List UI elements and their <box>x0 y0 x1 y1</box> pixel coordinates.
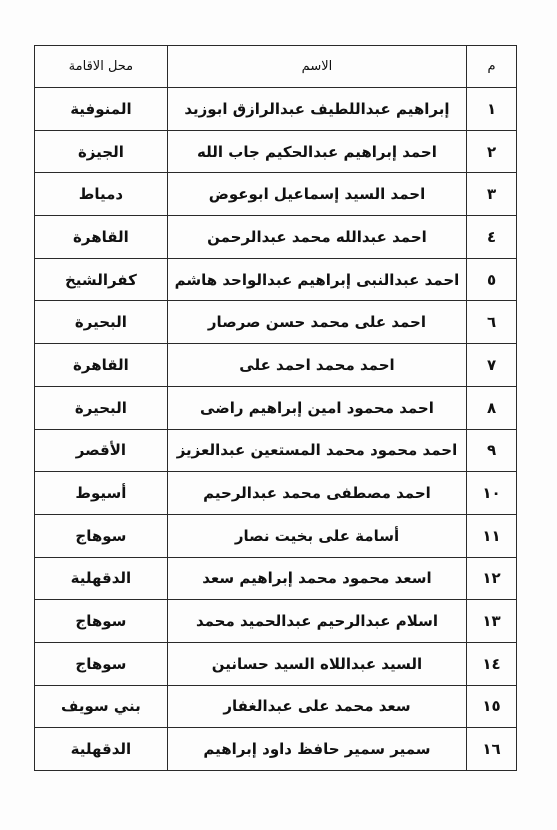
row-residence-cell: الجيزة <box>35 130 168 173</box>
row-number-cell: ٧ <box>467 344 517 387</box>
row-number-cell: ١٢ <box>467 557 517 600</box>
row-name-cell: اسعد محمود محمد إبراهيم سعد <box>167 557 466 600</box>
row-name-cell: اسلام عبدالرحيم عبدالحميد محمد <box>167 600 466 643</box>
row-residence-cell: دمياط <box>35 173 168 216</box>
row-residence-cell: الدقهلية <box>35 728 168 771</box>
row-residence-cell: سوهاج <box>35 600 168 643</box>
table-row <box>35 88 517 131</box>
row-residence-cell: كفرالشيخ <box>35 258 168 301</box>
header-row <box>35 46 517 88</box>
row-number-cell: ١٣ <box>467 600 517 643</box>
header-name: الاسم <box>167 46 466 88</box>
row-name-cell: احمد على محمد حسن صرصار <box>167 301 466 344</box>
header-residence: محل الاقامة <box>35 46 168 88</box>
row-number-cell: ٨ <box>467 386 517 429</box>
row-residence-cell: سوهاج <box>35 642 168 685</box>
table-row <box>35 557 517 600</box>
row-residence-cell: سوهاج <box>35 514 168 557</box>
table-row <box>35 301 517 344</box>
row-residence-cell: الأقصر <box>35 429 168 472</box>
row-number-cell: ٤ <box>467 216 517 259</box>
row-residence-cell: الدقهلية <box>35 557 168 600</box>
table-row <box>35 258 517 301</box>
header-num: م <box>467 46 517 88</box>
row-residence-cell: المنوفية <box>35 88 168 131</box>
row-number-cell: ١٦ <box>467 728 517 771</box>
row-name-cell: احمد السيد إسماعيل ابوعوض <box>167 173 466 216</box>
table-row <box>35 642 517 685</box>
table-row <box>35 173 517 216</box>
row-number-cell: ١٤ <box>467 642 517 685</box>
table-row <box>35 728 517 771</box>
row-number-cell: ١١ <box>467 514 517 557</box>
row-number-cell: ٩ <box>467 429 517 472</box>
row-number-cell: ٣ <box>467 173 517 216</box>
row-name-cell: احمد محمد احمد على <box>167 344 466 387</box>
row-residence-cell: البحيرة <box>35 386 168 429</box>
row-number-cell: ٦ <box>467 301 517 344</box>
table-row <box>35 344 517 387</box>
row-name-cell: السيد عبداللاه السيد حسانين <box>167 642 466 685</box>
row-residence-cell: القاهرة <box>35 216 168 259</box>
row-name-cell: احمد محمود محمد المستعين عبدالعزيز <box>167 429 466 472</box>
row-residence-cell: البحيرة <box>35 301 168 344</box>
row-name-cell: احمد إبراهيم عبدالحكيم جاب الله <box>167 130 466 173</box>
row-name-cell: أسامة على بخيت نصار <box>167 514 466 557</box>
row-name-cell: إبراهيم عبداللطيف عبدالرازق ابوزيد <box>167 88 466 131</box>
row-residence-cell: القاهرة <box>35 344 168 387</box>
row-residence-cell: أسيوط <box>35 472 168 515</box>
row-name-cell: سعد محمد على عبدالغفار <box>167 685 466 728</box>
row-number-cell: ١ <box>467 88 517 131</box>
names-table <box>34 45 517 771</box>
table-row <box>35 130 517 173</box>
row-number-cell: ١٠ <box>467 472 517 515</box>
row-name-cell: احمد محمود امين إبراهيم راضى <box>167 386 466 429</box>
table-row <box>35 429 517 472</box>
row-name-cell: احمد عبدالله محمد عبدالرحمن <box>167 216 466 259</box>
row-name-cell: سمير سمير حافظ داود إبراهيم <box>167 728 466 771</box>
row-name-cell: احمد مصطفى محمد عبدالرحيم <box>167 472 466 515</box>
row-number-cell: ٥ <box>467 258 517 301</box>
table-row <box>35 216 517 259</box>
table-row <box>35 514 517 557</box>
row-residence-cell: بني سويف <box>35 685 168 728</box>
table-row <box>35 472 517 515</box>
row-number-cell: ٢ <box>467 130 517 173</box>
row-number-cell: ١٥ <box>467 685 517 728</box>
table-row <box>35 685 517 728</box>
table-row <box>35 600 517 643</box>
row-name-cell: احمد عبدالنبى إبراهيم عبدالواحد هاشم <box>167 258 466 301</box>
table-row <box>35 386 517 429</box>
